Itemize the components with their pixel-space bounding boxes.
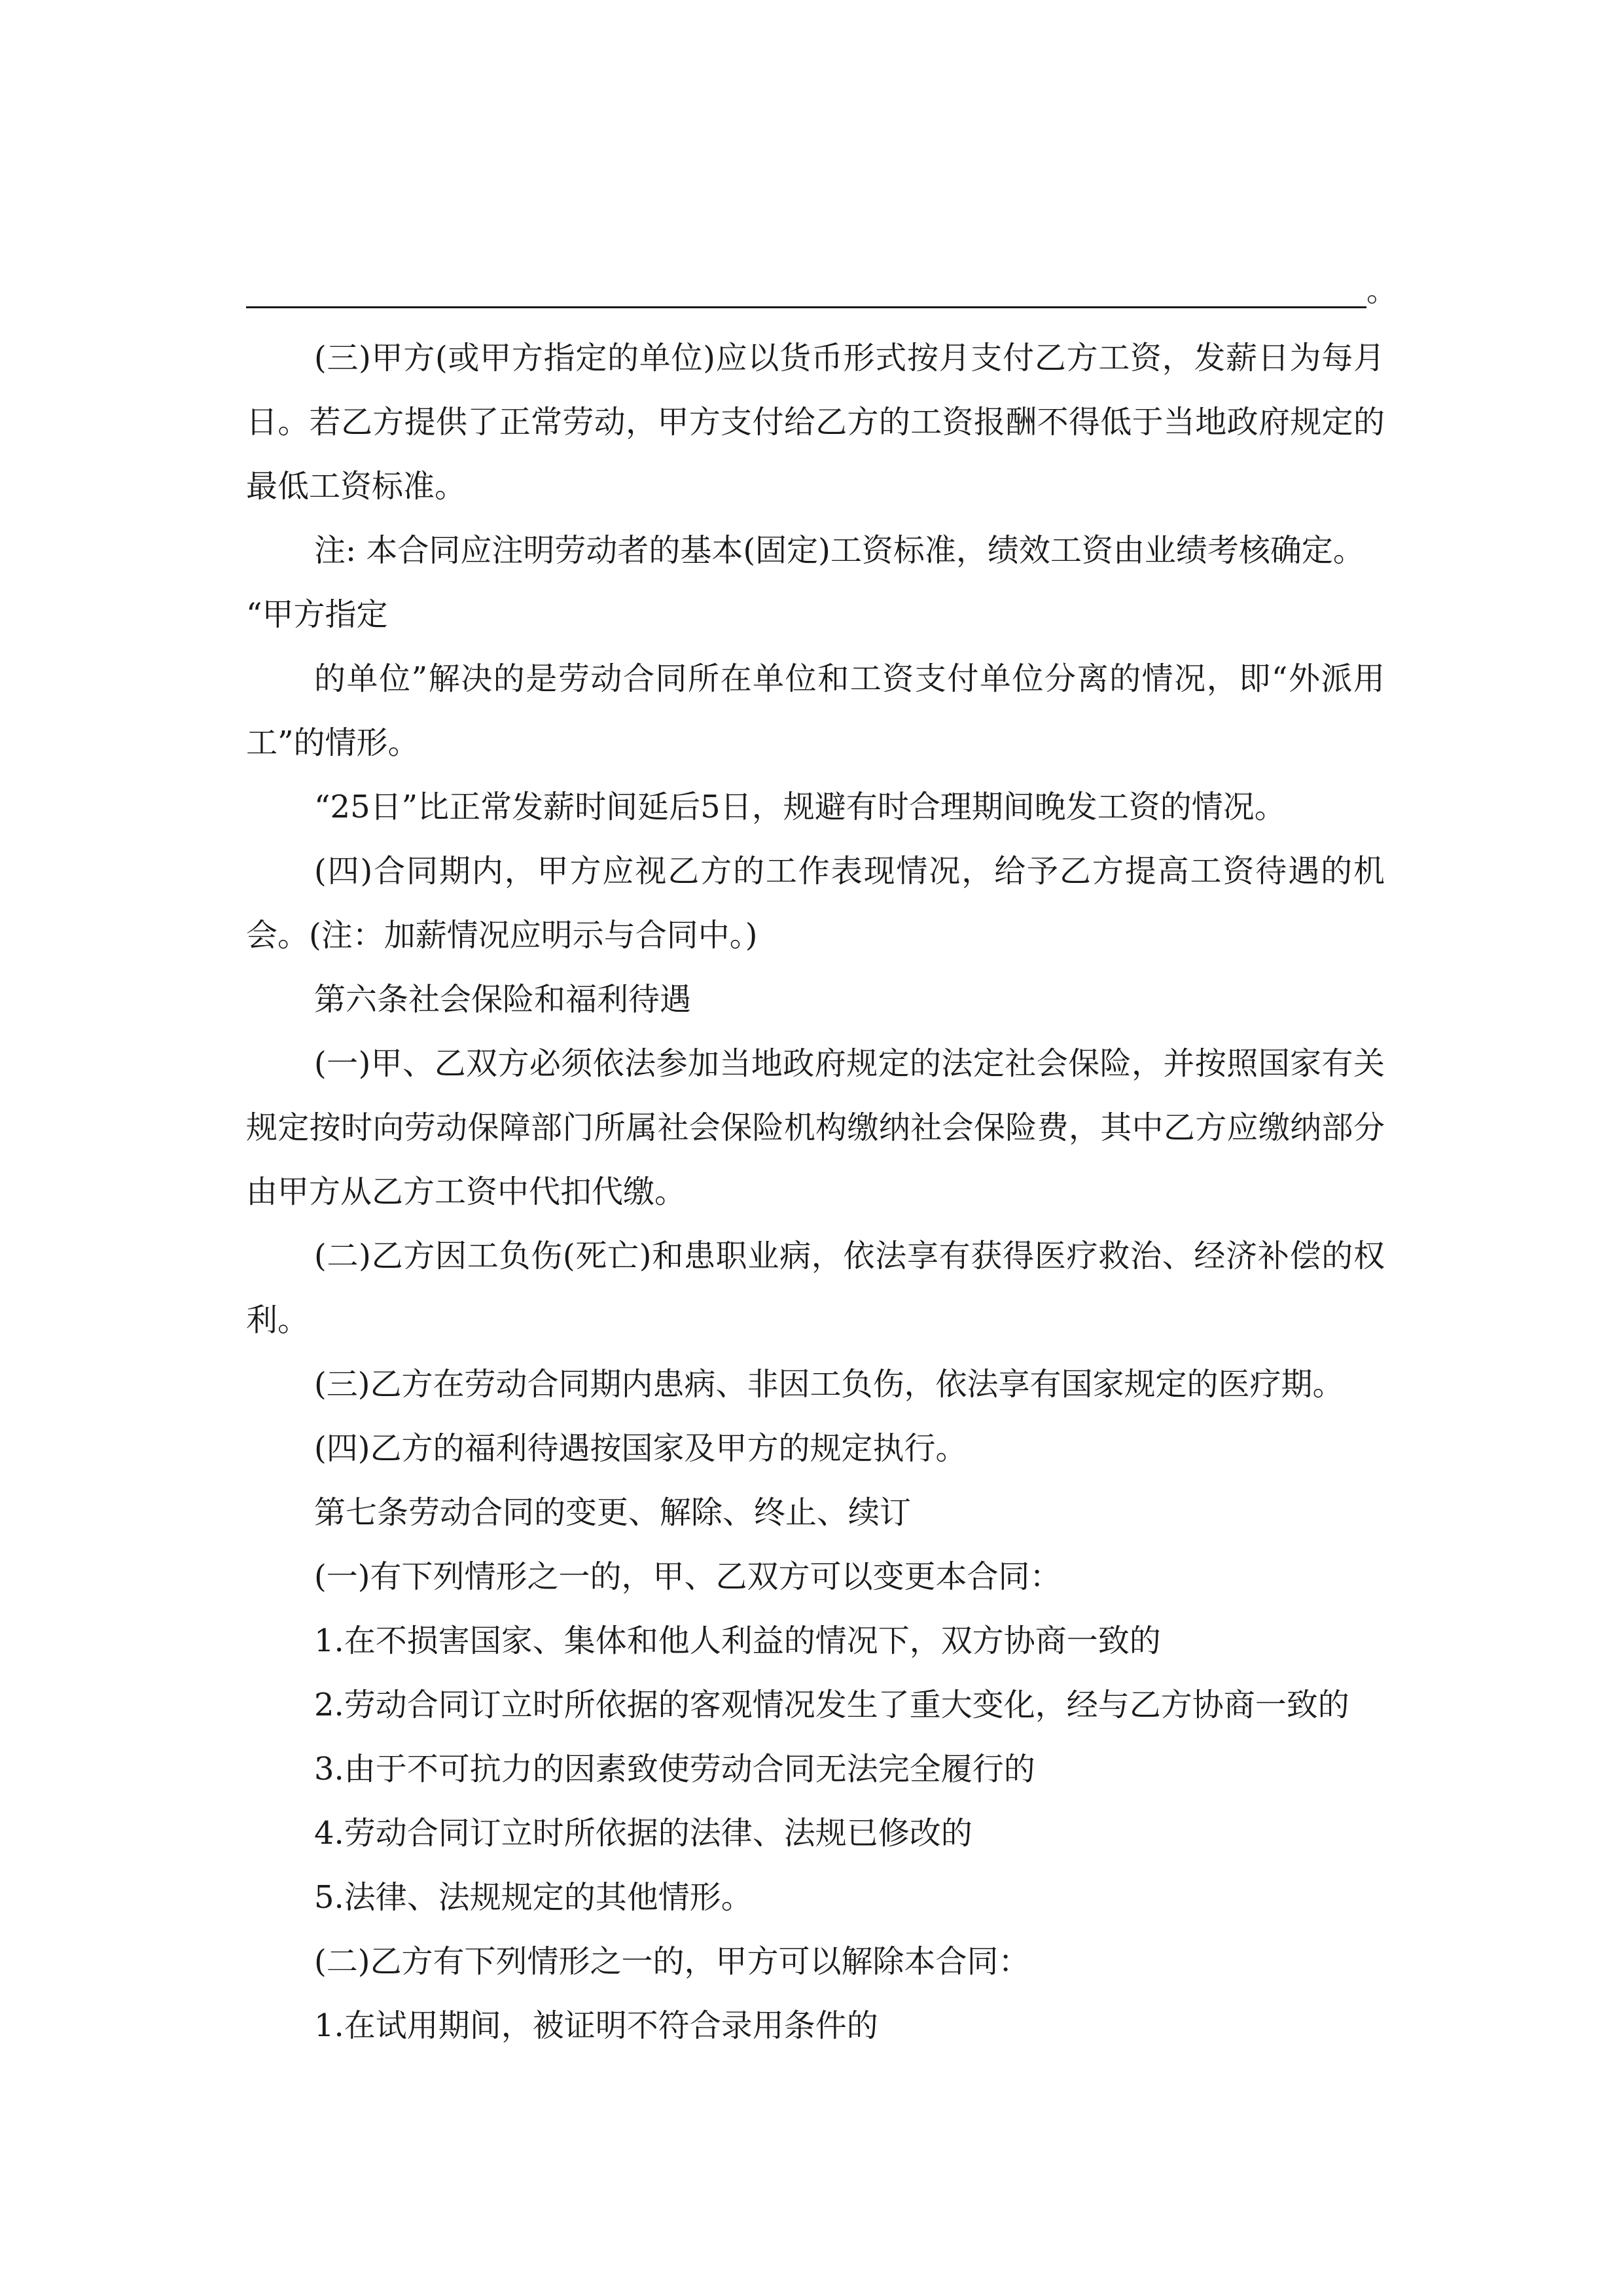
list-item-change-4: 4.劳动合同订立时所依据的法律、法规已修改的 — [314, 1815, 972, 1852]
article-7-heading: 第七条劳动合同的变更、解除、终止、续订 — [314, 1494, 912, 1531]
fill-line-period: 。 — [1366, 273, 1397, 308]
paragraph-work-injury: (二)乙方因工负伤(死亡)和患职业病，依法享有获得医疗救治、经济补偿的权利。 — [246, 1238, 1385, 1338]
blank-fill-line-row — [246, 255, 1397, 314]
paragraph-quote-designated: “甲方指定 — [246, 596, 388, 633]
article-6-heading: 第六条社会保险和福利待遇 — [314, 981, 692, 1018]
paragraph-designated-unit: 的单位”解决的是劳动合同所在单位和工资支付单位分离的情况，即“外派用工”的情形。 — [246, 660, 1385, 761]
paragraph-medical-period: (三)乙方在劳动合同期内患病、非因工负伤，依法享有国家规定的医疗期。 — [314, 1366, 1344, 1403]
paragraph-change-conditions: (一)有下列情形之一的，甲、乙双方可以变更本合同： — [314, 1558, 1061, 1595]
blank-fill-line — [246, 306, 1366, 308]
paragraph-social-insurance: (一)甲、乙双方必须依法参加当地政府规定的法定社会保险，并按照国家有关规定按时向劳动保障部门所属社会保险机构缴纳社会保险费，其中乙方应缴纳部分由甲方从乙方工资中代扣代缴。 — [246, 1045, 1385, 1210]
paragraph-note-base-wage: 注: 本合同应注明劳动者的基本(固定)工资标准，绩效工资由业绩考核确定。 — [314, 532, 1364, 569]
document-body — [246, 326, 1385, 2058]
paragraph-25th-day: “25日”比正常发薪时间延后5日，规避有时合理期间晚发工资的情况。 — [314, 789, 1286, 825]
paragraph-wage-payment: (三)甲方(或甲方指定的单位)应以货币形式按月支付乙方工资，发薪日为每月日。若乙方提供了正常劳动，甲方支付给乙方的工资报酬不得低于当地政府规定的最低工资标准。 — [246, 340, 1385, 505]
list-item-termination-1: 1.在试用期间，被证明不符合录用条件的 — [314, 2007, 878, 2044]
list-item-change-1: 1.在不损害国家、集体和他人利益的情况下，双方协商一致的 — [314, 1623, 1161, 1659]
list-item-change-2: 2.劳动合同订立时所依据的客观情况发生了重大变化，经与乙方协商一致的 — [314, 1687, 1349, 1723]
list-item-change-5: 5.法律、法规规定的其他情形。 — [314, 1879, 753, 1916]
paragraph-raise-opportunity: (四)合同期内，甲方应视乙方的工作表现情况，给予乙方提高工资待遇的机会。(注：加薪情况应明示与合同中。) — [246, 853, 1385, 954]
list-item-change-3: 3.由于不可抗力的因素致使劳动合同无法完全履行的 — [314, 1751, 1035, 1787]
paragraph-termination-conditions: (二)乙方有下列情形之一的，甲方可以解除本合同： — [314, 1943, 1030, 1980]
paragraph-welfare: (四)乙方的福利待遇按国家及甲方的规定执行。 — [314, 1430, 967, 1467]
